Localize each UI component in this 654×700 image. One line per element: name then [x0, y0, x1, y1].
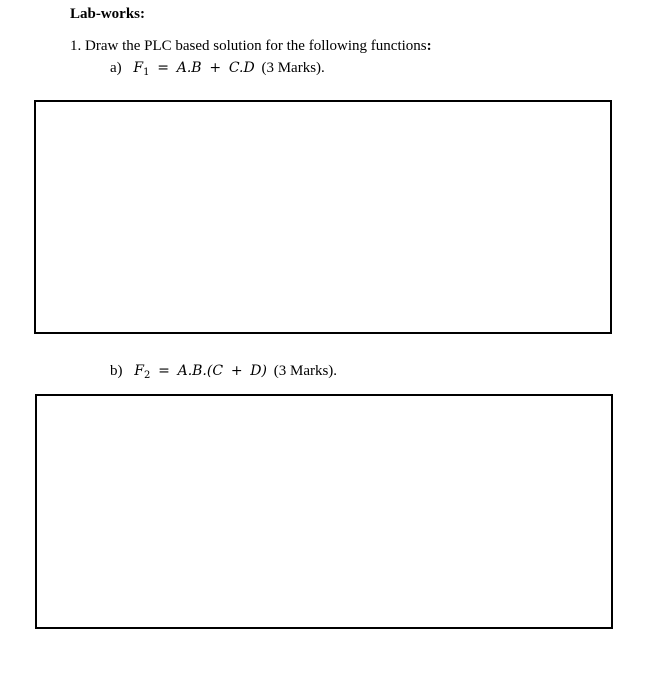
part-a-lhs — [133, 60, 149, 76]
question-1 — [70, 38, 432, 55]
lab-works-heading: Lab-works: — [70, 6, 146, 22]
part-a-term-2: C.D — [228, 60, 255, 76]
question-colon: : — [426, 38, 432, 54]
part-b-letter: b) — [110, 363, 123, 379]
part-b-equals: = — [158, 363, 170, 379]
part-a-letter: a) — [110, 60, 122, 76]
part-a-equals: = — [157, 60, 169, 76]
part-b-lhs-subscript: 2 — [143, 370, 151, 381]
part-a-plus: + — [209, 60, 222, 76]
answer-box-b[interactable] — [35, 394, 613, 629]
answer-box-a[interactable] — [34, 100, 612, 334]
part-b-line — [110, 363, 337, 380]
part-a-lhs-var: F — [133, 60, 144, 76]
part-b-term-2: D) — [250, 363, 267, 379]
part-b-lhs-var: F — [134, 363, 144, 379]
question-text: Draw the PLC based solution for the following functions — [85, 38, 427, 54]
part-a-marks: (3 Marks). — [261, 60, 325, 76]
part-a-lhs-subscript: 1 — [143, 67, 150, 78]
part-a-term-1: A.B — [176, 60, 202, 76]
part-b-lhs — [134, 363, 150, 379]
part-b-plus: + — [230, 363, 243, 379]
part-b-marks: (3 Marks). — [273, 363, 338, 379]
part-b-term-1: A.B.(C — [177, 363, 224, 379]
part-a-line — [110, 60, 325, 77]
question-number: 1. — [70, 38, 82, 54]
